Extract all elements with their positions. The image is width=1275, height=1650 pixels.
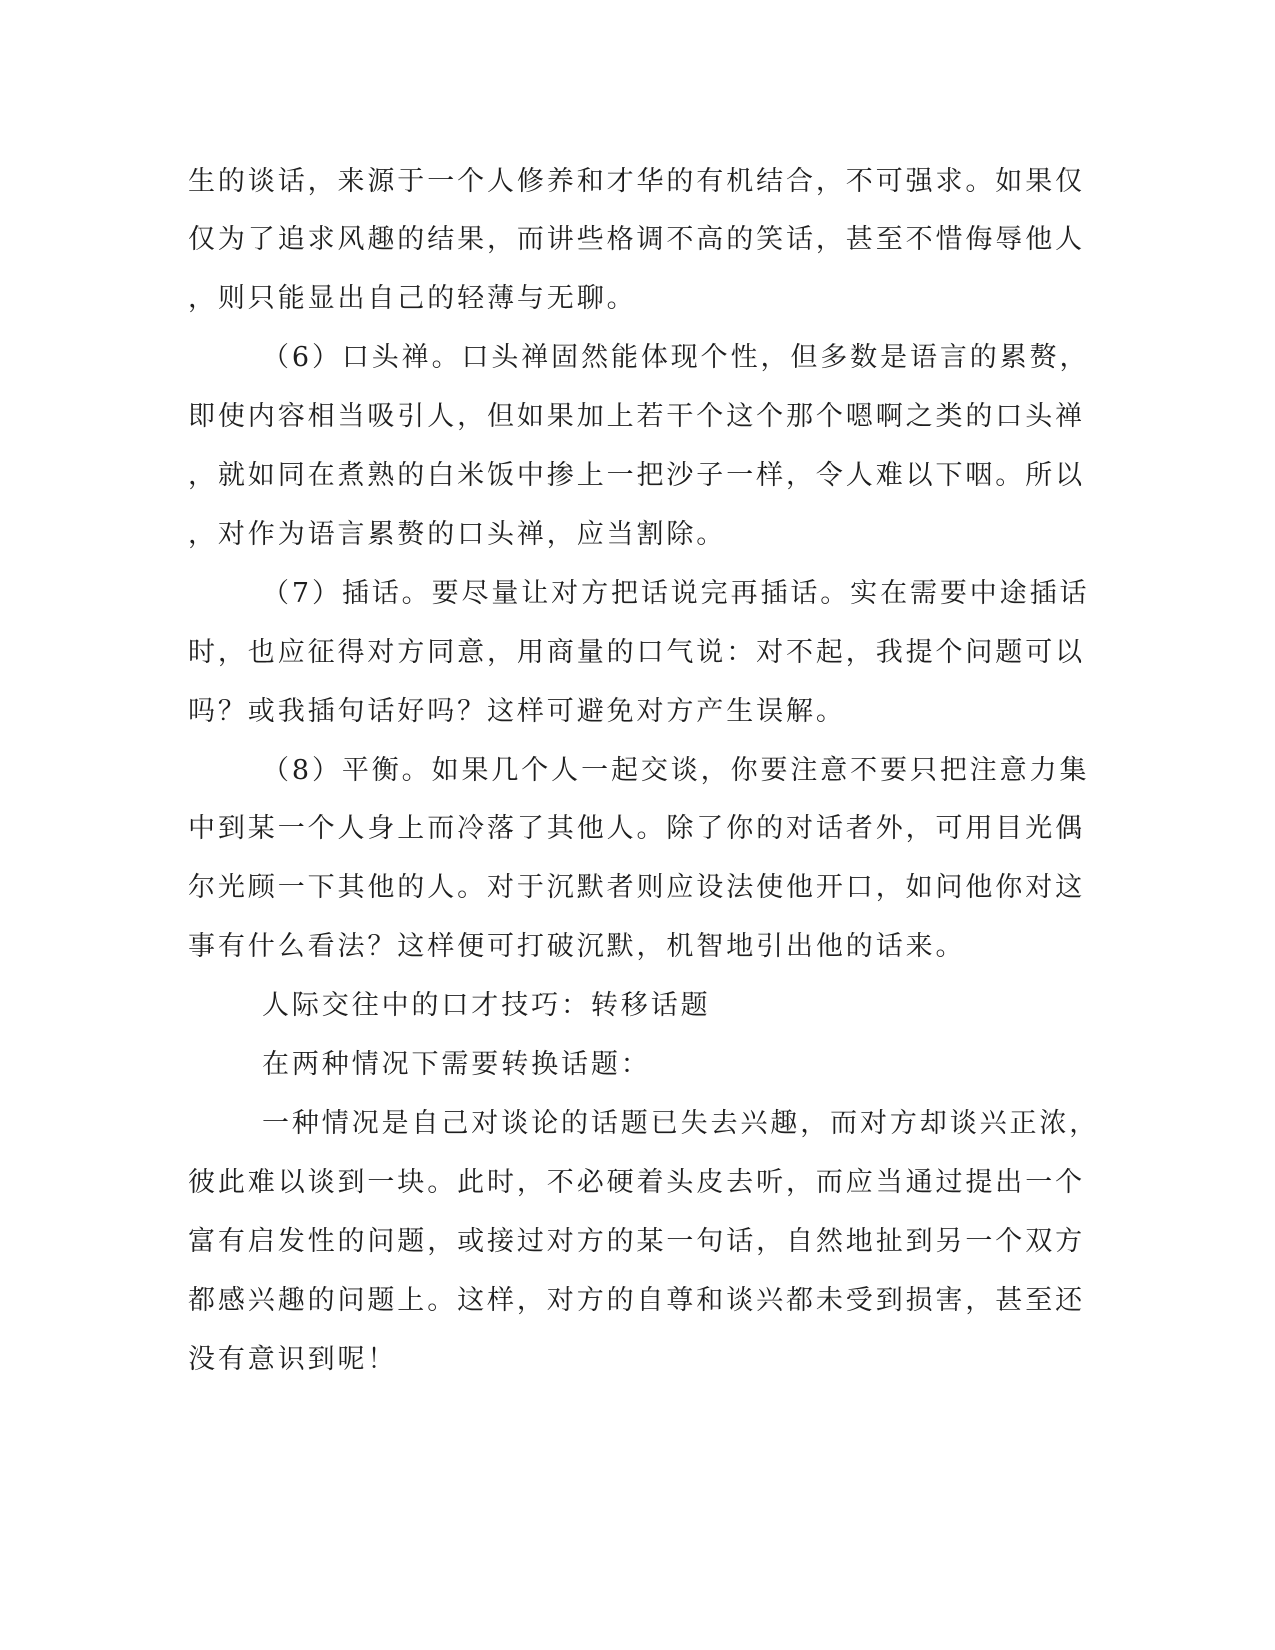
paragraph-first-line: （7）插话。要尽量让对方把话说完再插话。实在需要中途插话 — [262, 578, 1090, 609]
text-line: 彼此难以谈到一块。此时，不必硬着头皮去听，而应当通过提出一个 — [188, 1167, 1085, 1198]
text-line: ，就如同在煮熟的白米饭中掺上一把沙子一样，令人难以下咽。所以 — [188, 460, 1085, 491]
text-line: 富有启发性的问题，或接过对方的某一句话，自然地扯到另一个双方 — [188, 1226, 1085, 1257]
text-line: 中到某一个人身上而冷落了其他人。除了你的对话者外，可用目光偶 — [188, 813, 1085, 844]
text-line: 仅为了追求风趣的结果，而讲些格调不高的笑话，甚至不惜侮辱他人 — [188, 224, 1085, 255]
paragraph-first-line: 一种情况是自己对谈论的话题已失去兴趣，而对方却谈兴正浓， — [262, 1108, 1100, 1139]
text-line: 时，也应征得对方同意，用商量的口气说：对不起，我提个问题可以 — [188, 637, 1085, 668]
text-line: ，对作为语言累赘的口头禅，应当割除。 — [188, 519, 727, 550]
paragraph-first-line: （8）平衡。如果几个人一起交谈，你要注意不要只把注意力集 — [262, 755, 1090, 786]
text-line: 即使内容相当吸引人，但如果加上若干个这个那个嗯啊之类的口头禅 — [188, 401, 1085, 432]
section-heading: 人际交往中的口才技巧：转移话题 — [262, 990, 711, 1021]
text-line: ，则只能显出自己的轻薄与无聊。 — [188, 283, 637, 314]
text-line: 都感兴趣的问题上。这样，对方的自尊和谈兴都未受到损害，甚至还 — [188, 1285, 1085, 1316]
text-line: 生的谈话，来源于一个人修养和才华的有机结合，不可强求。如果仅 — [188, 166, 1085, 197]
text-line: 吗？或我插句话好吗？这样可避免对方产生误解。 — [188, 696, 846, 727]
text-line: 没有意识到呢！ — [188, 1344, 398, 1375]
text-line: 尔光顾一下其他的人。对于沉默者则应设法使他开口，如问他你对这 — [188, 872, 1085, 903]
paragraph-first-line: （6）口头禅。口头禅固然能体现个性，但多数是语言的累赘， — [262, 342, 1090, 373]
paragraph-first-line: 在两种情况下需要转换话题： — [262, 1049, 651, 1080]
text-line: 事有什么看法？这样便可打破沉默，机智地引出他的话来。 — [188, 931, 966, 962]
